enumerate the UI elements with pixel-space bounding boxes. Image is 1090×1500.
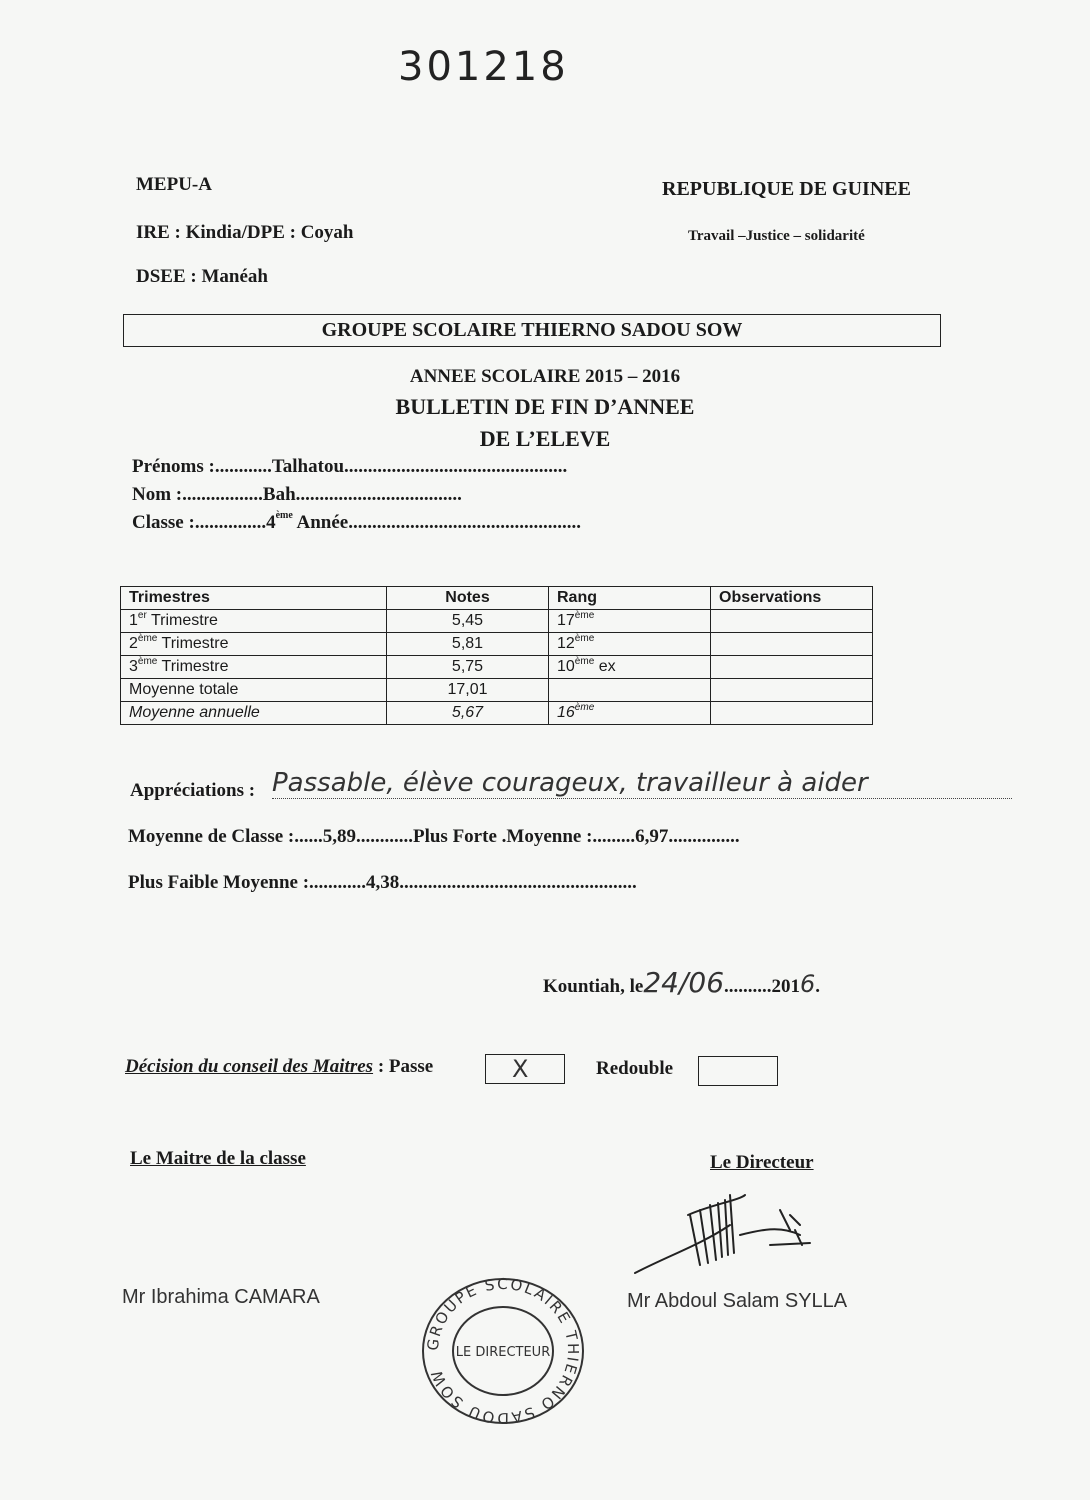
table-row: 2ème Trimestre 5,81 12ème [121, 633, 873, 656]
bulletin-subtitle: DE L’ELEVE [479, 426, 611, 451]
moyenne-classe-line: Moyenne de Classe :......5,89............Plus Forte .Moyenne :.........6,97............... [128, 826, 740, 847]
prenoms-label: Prénoms : [132, 456, 215, 477]
col-trimestres: Trimestres [121, 587, 387, 610]
table-row: 1er Trimestre 5,45 17ème [121, 610, 873, 633]
classe-num: 4 [266, 512, 276, 533]
decision-label: Décision du conseil des Maitres [125, 1056, 374, 1077]
plus-faible-value: 4,38 [366, 872, 400, 893]
classe-sup: ème [275, 510, 293, 521]
prenoms-line: Prénoms :............Talhatou............................................... [132, 456, 568, 477]
stamp-outer-text: GROUPE SCOLAIRE THIERNO SADOU SOW [423, 1276, 583, 1426]
col-rang: Rang [549, 587, 711, 610]
director-signature [630, 1185, 820, 1285]
nom-line: Nom :.................Bah................................... [132, 484, 462, 505]
passe-checkbox[interactable] [485, 1054, 565, 1084]
nom-label: Nom : [132, 484, 183, 505]
plus-forte-value: 6,97 [635, 826, 669, 847]
moyenne-classe-value: 5,89 [322, 826, 356, 847]
nom-value: Bah [262, 484, 296, 505]
redouble-checkbox[interactable] [698, 1056, 778, 1086]
col-notes: Notes [387, 587, 549, 610]
stamp-inner-text: LE DIRECTEUR [455, 1345, 551, 1360]
maitre-title: Le Maitre de la classe [130, 1148, 306, 1169]
header-ire: IRE : Kindia/DPE : Coyah [136, 222, 354, 243]
header-ministry: MEPU-A [136, 174, 212, 195]
appreciations-line [130, 780, 255, 802]
table-header-row [121, 587, 873, 610]
place-date-line: Kountiah, le24/06..........2016. [543, 966, 821, 999]
table-row: 3ème Trimestre 5,75 10ème ex [121, 656, 873, 679]
table-row-total: Moyenne totale 17,01 [121, 679, 873, 702]
plus-forte-label: Plus Forte .Moyenne : [412, 826, 593, 847]
table-row-annual: Moyenne annuelle 5,67 16ème [121, 702, 873, 725]
passe-label: Passe [388, 1056, 434, 1077]
appreciations-label: Appréciations : [130, 780, 256, 801]
maitre-name: Mr Ibrahima CAMARA [122, 1286, 320, 1308]
passe-mark: X [512, 1055, 529, 1083]
place-label: Kountiah, le [543, 976, 644, 997]
prenoms-value: Talhatou [271, 456, 345, 477]
header-motto: Travail –Justice – solidarité [688, 228, 865, 244]
col-observations: Observations [711, 587, 873, 610]
school-stamp [418, 1276, 588, 1426]
appreciations-value: Passable, élève courageux, travailleur à aider [272, 768, 1012, 799]
school-name: GROUPE SCOLAIRE THIERNO SADOU SOW [321, 319, 743, 341]
grades-table [120, 586, 873, 725]
classe-suffix: Année [292, 512, 349, 533]
header-republic: REPUBLIQUE DE GUINEE [662, 178, 911, 200]
decision-line: Décision du conseil des Maitres : Passe [125, 1056, 434, 1077]
year-prefix: 201 [771, 976, 801, 997]
redouble-label: Redouble [596, 1058, 674, 1079]
classe-label: Classe : [132, 512, 195, 533]
date-handwritten: 24/06 [643, 966, 725, 999]
document-number: 301218 [398, 44, 569, 90]
school-year: ANNEE SCOLAIRE 2015 – 2016 [409, 366, 681, 387]
classe-line: Classe :...............4ème Année................................................. [132, 510, 581, 533]
school-name-box [123, 314, 941, 347]
header-dsee: DSEE : Manéah [136, 266, 268, 287]
bulletin-title: BULLETIN DE FIN D’ANNEE [395, 394, 695, 419]
directeur-title: Le Directeur [710, 1152, 814, 1173]
directeur-name: Mr Abdoul Salam SYLLA [627, 1290, 848, 1312]
year-suffix: 6 [800, 970, 816, 998]
plus-faible-line: Plus Faible Moyenne :............4,38.................................................. [128, 872, 637, 893]
